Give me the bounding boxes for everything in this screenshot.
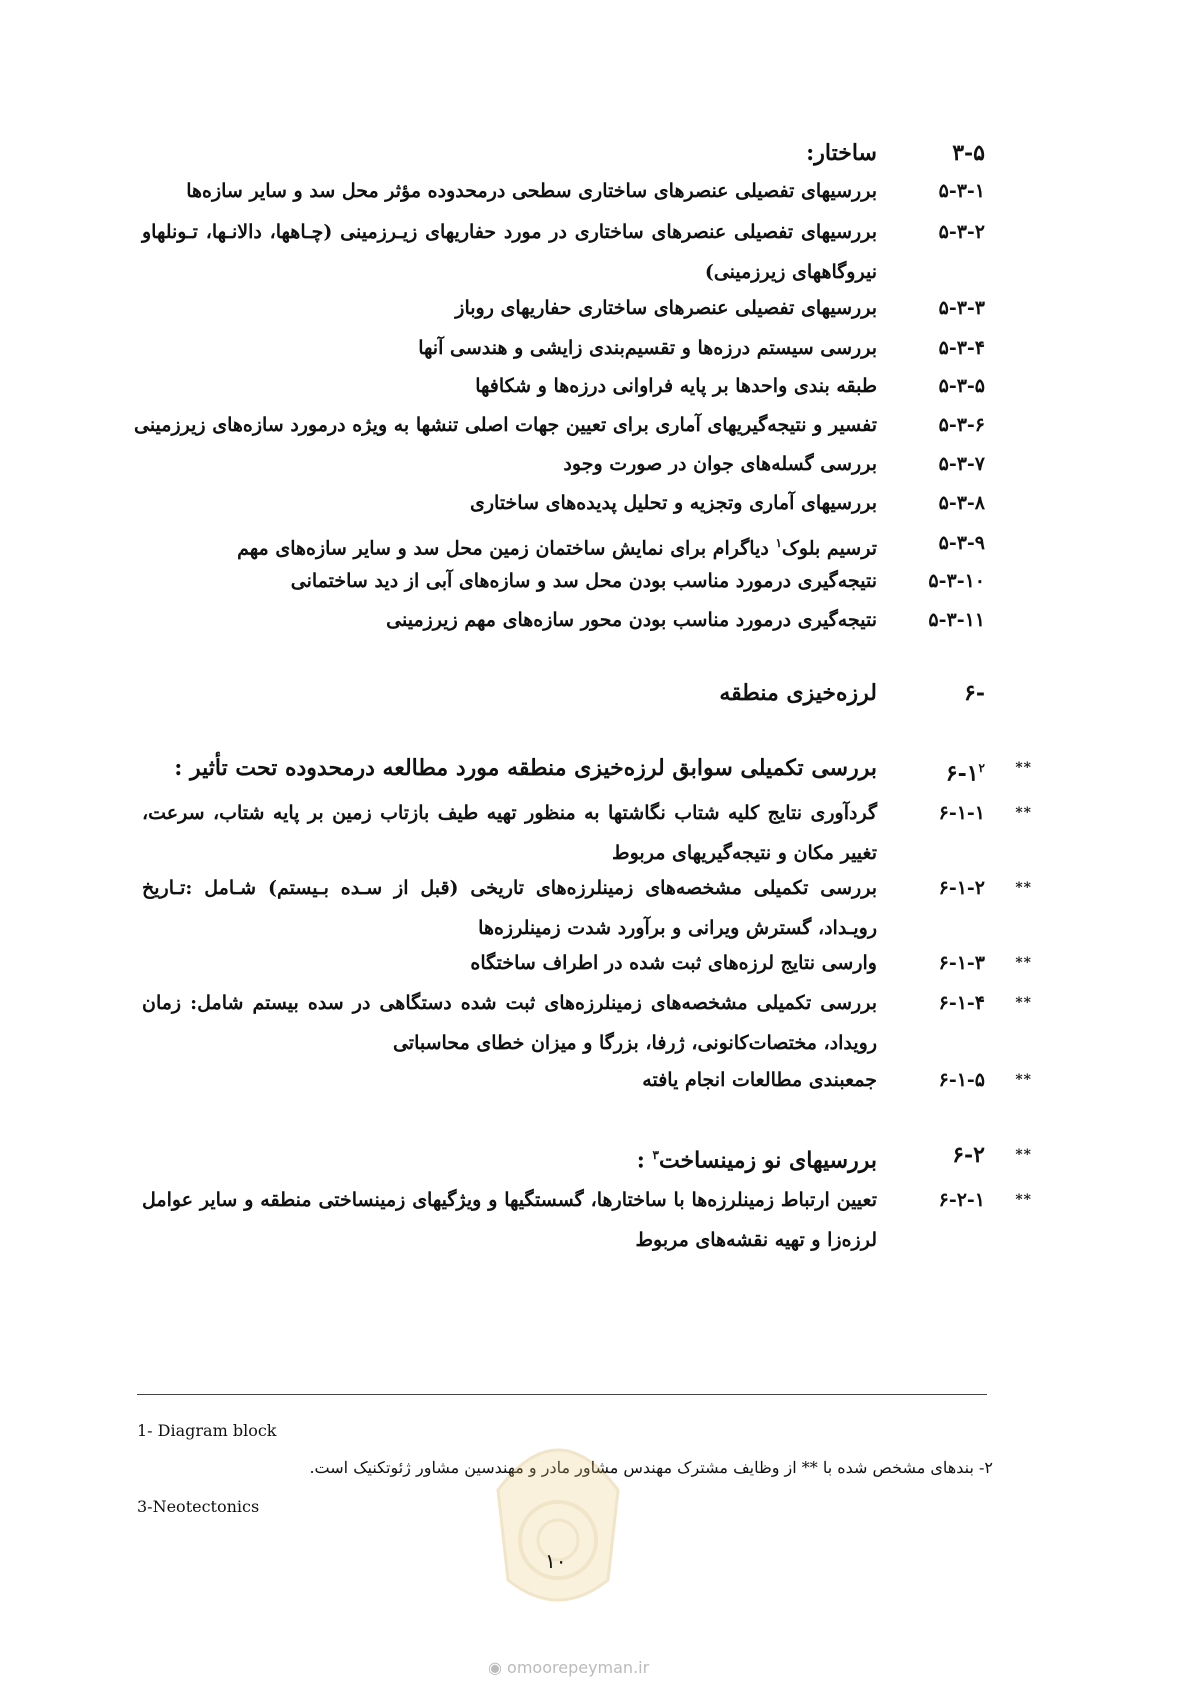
item-text-part: ترسیم بلوک bbox=[781, 537, 877, 560]
section-title-text: بررسیهای نو زمینساخت bbox=[658, 1147, 877, 1174]
item-number: ۵-۳-۱۰ bbox=[928, 570, 985, 592]
section-title bbox=[142, 1142, 877, 1173]
item-number: ۵-۳-۱۱ bbox=[928, 609, 985, 631]
item-number: ۵-۳-۹ bbox=[938, 532, 985, 554]
section-title-text: : bbox=[636, 1147, 653, 1174]
item-text: نتیجه‌گیری درمورد مناسب بودن محور سازه‌های مهم زیرزمینی bbox=[386, 609, 877, 631]
item-number: ۶-۱-۲ bbox=[938, 877, 985, 899]
item-text: بررسیهای تفصیلی عنصرهای ساختاری سطحی درمحدوده مؤثر محل سد و سایر سازه‌ها bbox=[186, 180, 877, 202]
section-number: ۳-۵ bbox=[952, 140, 985, 166]
item-number: ۵-۳-۷ bbox=[938, 453, 985, 475]
item-text: بررسی سیستم درزه‌ها و تقسیم‌بندی زایشی و هندسی آنها bbox=[418, 337, 877, 359]
shared-duty-marker: ** bbox=[1015, 1147, 1032, 1163]
shared-duty-marker: ** bbox=[1015, 805, 1032, 821]
watermark-url: omoorepeyman.ir bbox=[507, 1658, 650, 1677]
footnote-1: 1- Diagram block bbox=[137, 1421, 277, 1440]
watermark-text: ◉ omoorepeyman.ir bbox=[488, 1658, 650, 1677]
item-number: ۵-۳-۱ bbox=[938, 180, 985, 202]
section-number-text: ۶-۱ bbox=[945, 760, 979, 787]
item-number: ۶-۲-۱ bbox=[938, 1189, 985, 1211]
item-number: ۶-۱-۳ bbox=[938, 952, 985, 974]
seal-logo-icon bbox=[478, 1430, 638, 1620]
item-text: تعیین ارتباط زمینلرزه‌ها با ساختارها، گسستگیها و ویژگیهای زمینساختی منطقه و سایر عوامل لرزه‌زا و تهیه نقشه‌های مربوط bbox=[142, 1189, 877, 1251]
section-title: بررسی تکمیلی سوابق لرزه‌خیزی منطقه مورد مطالعه درمحدوده تحت تأثیر : bbox=[174, 755, 877, 781]
item-text: گردآوری نتایج کلیه شتاب نگاشتها به منظور تهیه طیف بازتاب زمین بر پایه شتاب، سرعت، تغییر مکان و نتیجه‌گیریهای مربوط bbox=[142, 802, 877, 864]
item-text: طبقه بندی واحدها بر پایه فراوانی درزه‌ها و شکافها bbox=[475, 375, 877, 397]
item-number: ۶-۱-۵ bbox=[938, 1069, 985, 1091]
item-text: بررسیهای تفصیلی عنصرهای ساختاری در مورد حفاریهای زیـرزمینی (چـاهها، دالانـها، تـونلهاو نیروگاههای زیرزمینی) bbox=[142, 221, 877, 283]
footnote-3: 3-Neotectonics bbox=[137, 1497, 260, 1516]
item-number: ۵-۳-۴ bbox=[938, 337, 985, 359]
item-text: تفسیر و نتیجه‌گیریهای آماری برای تعیین جهات اصلی تنشها به ویژه درمورد سازه‌های زیرزمینی bbox=[133, 414, 877, 436]
section-number bbox=[865, 755, 985, 786]
item-text: بررسیهای تفصیلی عنصرهای ساختاری حفاریهای روباز bbox=[455, 297, 877, 319]
item-number: ۶-۱-۴ bbox=[938, 992, 985, 1014]
shared-duty-marker: ** bbox=[1015, 880, 1032, 896]
shared-duty-marker: ** bbox=[1015, 760, 1032, 776]
shared-duty-marker: ** bbox=[1015, 1072, 1032, 1088]
footnote-ref: ۱ bbox=[775, 536, 782, 550]
item-text bbox=[142, 530, 877, 561]
item-number: ۵-۳-۵ bbox=[938, 375, 985, 397]
section-number: ۶-۲ bbox=[952, 1142, 985, 1168]
page-number: ۱۰ bbox=[545, 1549, 567, 1573]
item-text: وارسی نتایج لرزه‌های ثبت شده در اطراف ساختگاه bbox=[470, 952, 877, 974]
item-text: بررسی تکمیلی مشخصه‌های زمینلرزه‌های ثبت شده دستگاهی در سده بیستم شامل: زمان رویداد، مختصات‌کانونی، ژرفا، بزرگا و میزان خطای محاسباتی bbox=[142, 992, 877, 1054]
item-text-part: دیاگرام برای نمایش ساختمان زمین محل سد و سایر سازه‌های مهم bbox=[237, 537, 776, 560]
item-number: ۵-۳-۶ bbox=[938, 414, 985, 436]
item-number: ۵-۳-۳ bbox=[938, 297, 985, 319]
section-number: ۶- bbox=[964, 680, 985, 706]
footnote-ref: ۲ bbox=[978, 761, 985, 775]
item-text: بررسیهای آماری وتجزیه و تحلیل پدیده‌های ساختاری bbox=[469, 492, 877, 514]
footnote-ref: ۳ bbox=[652, 1148, 659, 1162]
item-number: ۵-۳-۲ bbox=[938, 221, 985, 243]
item-text: نتیجه‌گیری درمورد مناسب بودن محل سد و سازه‌های آبی از دید ساختمانی bbox=[290, 570, 877, 592]
shared-duty-marker: ** bbox=[1015, 995, 1032, 1011]
shared-duty-marker: ** bbox=[1015, 1192, 1032, 1208]
section-title: ساختار: bbox=[806, 140, 877, 166]
item-number: ۵-۳-۸ bbox=[938, 492, 985, 514]
item-text: بررسی گسله‌های جوان در صورت وجود bbox=[563, 453, 877, 475]
footnote-2: ۲- بندهای مشخص شده با ** از وظایف مشترک مهندس مشاور مادر و مهندسین مشاور ژئوتکنیک است. bbox=[309, 1458, 993, 1477]
item-text: جمعبندی مطالعات انجام یافته bbox=[642, 1069, 877, 1091]
item-text: بررسی تکمیلی مشخصه‌های زمینلرزه‌های تاریخی (قبل از سـده بـیستم) شـامل :تـاریخ رویـداد، گسترش ویرانی و برآورد شدت زمینلرزه‌ها bbox=[142, 877, 877, 939]
shared-duty-marker: ** bbox=[1015, 955, 1032, 971]
item-number: ۶-۱-۱ bbox=[938, 802, 985, 824]
section-title: لرزه‌خیزی منطقه bbox=[719, 680, 877, 706]
footnote-divider bbox=[137, 1394, 987, 1395]
